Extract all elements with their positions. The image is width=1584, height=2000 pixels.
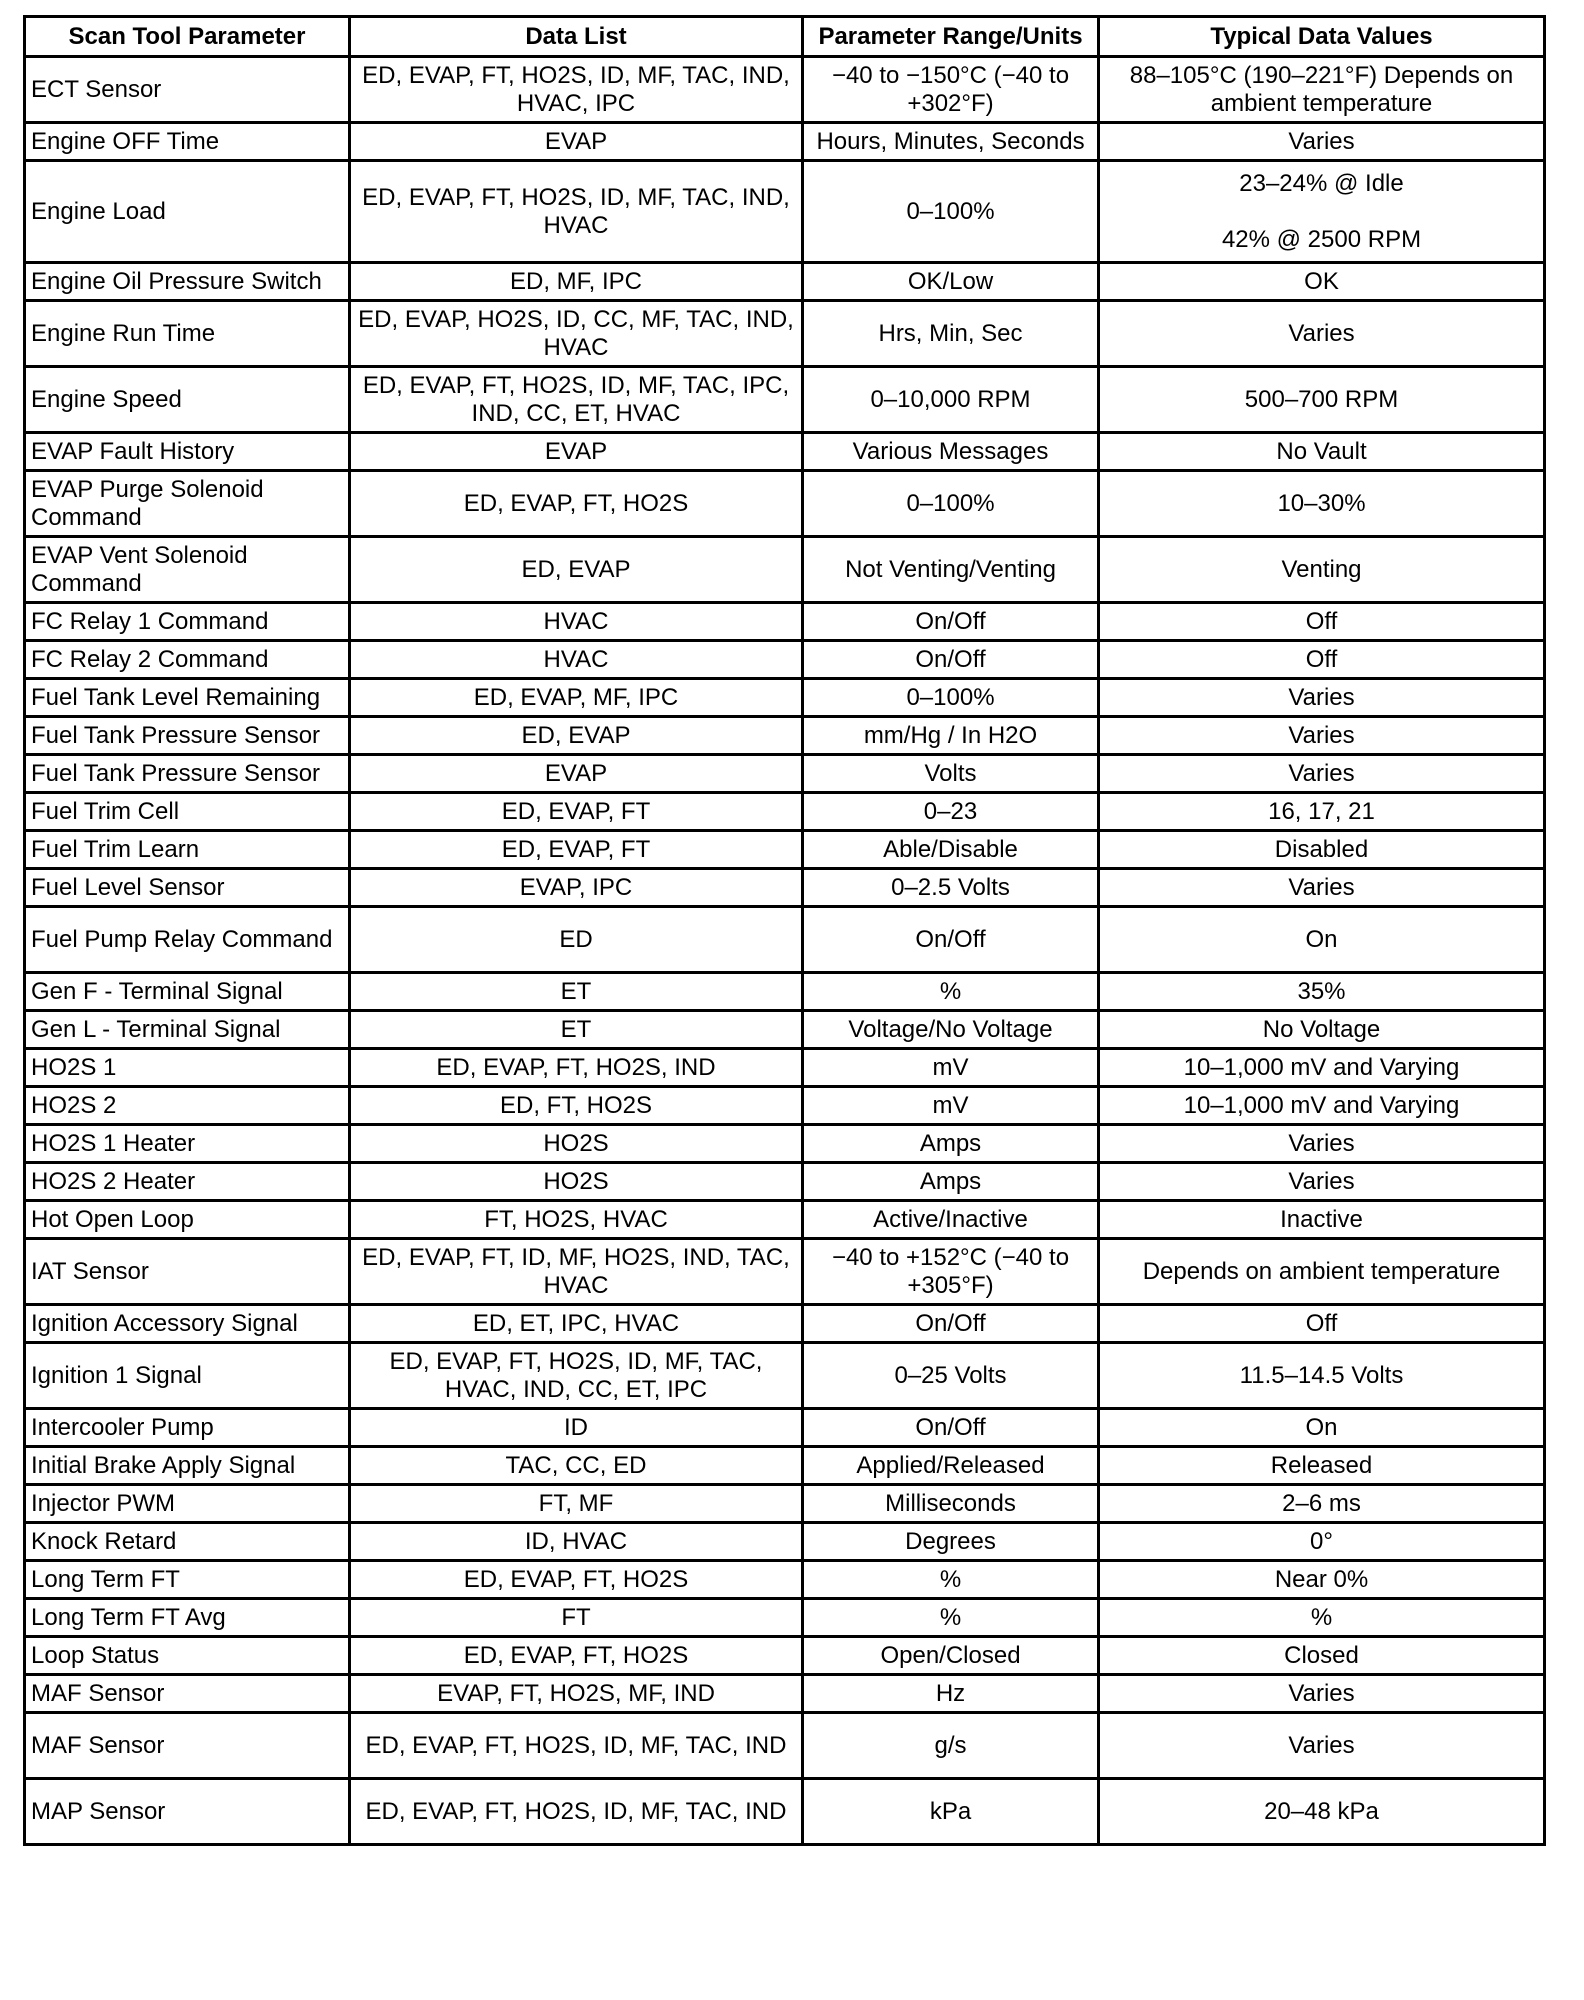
range-units-cell: On/Off — [803, 603, 1099, 641]
data-list-cell: HVAC — [350, 603, 803, 641]
typical-value-line: OK — [1304, 267, 1339, 295]
table-row — [25, 973, 1545, 1011]
range-units-cell: Degrees — [803, 1523, 1099, 1561]
parameter-cell: Initial Brake Apply Signal — [25, 1447, 350, 1485]
range-units-cell: Amps — [803, 1125, 1099, 1163]
range-units-cell: 0–2.5 Volts — [803, 869, 1099, 907]
range-units-cell: Active/Inactive — [803, 1201, 1099, 1239]
parameter-cell: Gen F - Terminal Signal — [25, 973, 350, 1011]
range-units-cell: −40 to −150°C (−40 to +302°F) — [803, 57, 1099, 123]
range-units-cell: g/s — [803, 1713, 1099, 1779]
parameter-cell: HO2S 1 Heater — [25, 1125, 350, 1163]
typical-value-line: No Vault — [1276, 437, 1367, 465]
typical-value-line: Released — [1270, 1451, 1373, 1479]
data-list-cell: ED, EVAP, FT, HO2S, ID, MF, TAC, IND, HVAC — [350, 161, 803, 263]
table-row — [25, 1305, 1545, 1343]
typical-value-cell — [1099, 123, 1545, 161]
data-list-cell: ED, EVAP, FT, HO2S, ID, MF, TAC, HVAC, IND, CC, ET, IPC — [350, 1343, 803, 1409]
table-row — [25, 1125, 1545, 1163]
range-units-cell: % — [803, 973, 1099, 1011]
typical-value-line: 10–1,000 mV and Varying — [1183, 1053, 1460, 1081]
typical-value-cell — [1099, 869, 1545, 907]
table-row — [25, 161, 1545, 263]
typical-value-cell — [1099, 161, 1545, 263]
typical-value-cell — [1099, 641, 1545, 679]
parameter-cell: IAT Sensor — [25, 1239, 350, 1305]
typical-value-cell — [1099, 1343, 1545, 1409]
range-units-cell: 0–100% — [803, 471, 1099, 537]
range-units-cell: Applied/Released — [803, 1447, 1099, 1485]
data-list-cell: ED — [350, 907, 803, 973]
data-list-cell: FT, HO2S, HVAC — [350, 1201, 803, 1239]
data-list-cell: ID — [350, 1409, 803, 1447]
range-units-cell: Open/Closed — [803, 1637, 1099, 1675]
typical-value-line: Varies — [1288, 1679, 1355, 1707]
range-units-cell: % — [803, 1561, 1099, 1599]
range-units-cell: −40 to +152°C (−40 to +305°F) — [803, 1239, 1099, 1305]
typical-value-line: Varies — [1288, 127, 1355, 155]
data-list-cell: ET — [350, 973, 803, 1011]
data-list-cell: TAC, CC, ED — [350, 1447, 803, 1485]
typical-value-line: 42% @ 2500 RPM — [1221, 225, 1422, 253]
data-list-cell: EVAP — [350, 755, 803, 793]
parameter-cell: HO2S 1 — [25, 1049, 350, 1087]
range-units-cell: kPa — [803, 1779, 1099, 1845]
range-units-cell: Amps — [803, 1163, 1099, 1201]
data-list-cell: ED, EVAP, FT, HO2S, ID, MF, TAC, IND, HVAC, IPC — [350, 57, 803, 123]
range-units-cell: 0–10,000 RPM — [803, 367, 1099, 433]
parameter-cell: EVAP Fault History — [25, 433, 350, 471]
typical-value-cell — [1099, 263, 1545, 301]
table-row — [25, 1713, 1545, 1779]
range-units-cell: mV — [803, 1049, 1099, 1087]
typical-value-cell — [1099, 603, 1545, 641]
data-list-cell: HO2S — [350, 1163, 803, 1201]
parameter-cell: Loop Status — [25, 1637, 350, 1675]
table-row — [25, 123, 1545, 161]
data-list-cell: EVAP, FT, HO2S, MF, IND — [350, 1675, 803, 1713]
data-list-cell: EVAP — [350, 433, 803, 471]
typical-value-line: Varies — [1288, 1731, 1355, 1759]
parameter-cell: MAF Sensor — [25, 1675, 350, 1713]
range-units-cell: 0–100% — [803, 679, 1099, 717]
range-units-cell: 0–25 Volts — [803, 1343, 1099, 1409]
range-units-cell: Able/Disable — [803, 831, 1099, 869]
table-row — [25, 301, 1545, 367]
data-list-cell: ED, EVAP, FT, HO2S, IND — [350, 1049, 803, 1087]
typical-value-line: Off — [1305, 1309, 1338, 1337]
typical-value-cell — [1099, 1637, 1545, 1675]
parameter-cell: Engine Speed — [25, 367, 350, 433]
data-list-cell: ED, EVAP, FT, HO2S, ID, MF, TAC, IND — [350, 1779, 803, 1845]
typical-value-cell — [1099, 1485, 1545, 1523]
typical-value-cell — [1099, 755, 1545, 793]
table-row — [25, 471, 1545, 537]
parameter-cell: Engine OFF Time — [25, 123, 350, 161]
parameter-cell: Knock Retard — [25, 1523, 350, 1561]
typical-value-line: 0° — [1310, 1527, 1333, 1555]
data-list-cell: ED, EVAP, FT — [350, 793, 803, 831]
table-row — [25, 1239, 1545, 1305]
typical-value-cell — [1099, 471, 1545, 537]
parameter-cell: HO2S 2 Heater — [25, 1163, 350, 1201]
range-units-cell: Voltage/No Voltage — [803, 1011, 1099, 1049]
typical-value-line: 35% — [1297, 977, 1346, 1005]
parameter-cell: Long Term FT — [25, 1561, 350, 1599]
header-row — [25, 17, 1545, 57]
typical-value-cell — [1099, 1779, 1545, 1845]
typical-value-cell — [1099, 1523, 1545, 1561]
typical-value-line: 11.5–14.5 Volts — [1239, 1361, 1404, 1389]
typical-value-cell — [1099, 1201, 1545, 1239]
typical-value-cell — [1099, 1239, 1545, 1305]
table-row — [25, 1523, 1545, 1561]
typical-value-line: % — [1310, 1603, 1333, 1631]
range-units-cell: Volts — [803, 755, 1099, 793]
table-row — [25, 1675, 1545, 1713]
data-list-cell: ED, EVAP, HO2S, ID, CC, MF, TAC, IND, HVAC — [350, 301, 803, 367]
typical-value-line: Varies — [1288, 721, 1355, 749]
typical-value-line: 2–6 ms — [1282, 1489, 1361, 1517]
typical-value-cell — [1099, 367, 1545, 433]
typical-value-cell — [1099, 433, 1545, 471]
typical-value-cell — [1099, 1163, 1545, 1201]
parameter-cell: MAF Sensor — [25, 1713, 350, 1779]
typical-value-cell — [1099, 537, 1545, 603]
table-row — [25, 1049, 1545, 1087]
typical-value-line: On — [1305, 1413, 1338, 1441]
header-parameter-range-units: Parameter Range/Units — [803, 17, 1099, 57]
scan-tool-data-table — [23, 15, 1546, 1846]
typical-value-line: Varies — [1288, 1167, 1355, 1195]
table-row — [25, 1163, 1545, 1201]
parameter-cell: Engine Load — [25, 161, 350, 263]
parameter-cell: Fuel Pump Relay Command — [25, 907, 350, 973]
table-row — [25, 367, 1545, 433]
parameter-cell: Injector PWM — [25, 1485, 350, 1523]
table-header — [25, 17, 1545, 57]
parameter-cell: MAP Sensor — [25, 1779, 350, 1845]
range-units-cell: On/Off — [803, 1305, 1099, 1343]
table-row — [25, 907, 1545, 973]
table-row — [25, 1011, 1545, 1049]
table-row — [25, 1779, 1545, 1845]
data-list-cell: ED, EVAP, FT, HO2S — [350, 1561, 803, 1599]
typical-value-line: 10–30% — [1277, 489, 1366, 517]
typical-value-line: 23–24% @ Idle — [1239, 169, 1404, 197]
parameter-cell: Hot Open Loop — [25, 1201, 350, 1239]
parameter-cell: Fuel Tank Pressure Sensor — [25, 717, 350, 755]
range-units-cell: Milliseconds — [803, 1485, 1099, 1523]
parameter-cell: Engine Run Time — [25, 301, 350, 367]
typical-value-line: No Voltage — [1262, 1015, 1381, 1043]
typical-value-cell — [1099, 301, 1545, 367]
parameter-cell: Gen L - Terminal Signal — [25, 1011, 350, 1049]
typical-value-line: On — [1305, 925, 1338, 953]
typical-value-line: Varies — [1288, 319, 1355, 347]
table-row — [25, 869, 1545, 907]
data-list-cell: EVAP — [350, 123, 803, 161]
typical-value-line: Venting — [1281, 555, 1362, 583]
range-units-cell: On/Off — [803, 1409, 1099, 1447]
range-units-cell: % — [803, 1599, 1099, 1637]
data-list-cell: ED, EVAP, FT, HO2S — [350, 1637, 803, 1675]
table-row — [25, 603, 1545, 641]
parameter-cell: Engine Oil Pressure Switch — [25, 263, 350, 301]
table-row — [25, 433, 1545, 471]
data-list-cell: ED, MF, IPC — [350, 263, 803, 301]
typical-value-cell — [1099, 1675, 1545, 1713]
data-list-cell: ET — [350, 1011, 803, 1049]
parameter-cell: Ignition 1 Signal — [25, 1343, 350, 1409]
range-units-cell: mm/Hg / In H2O — [803, 717, 1099, 755]
typical-value-line: Off — [1305, 645, 1338, 673]
typical-value-cell — [1099, 831, 1545, 869]
parameter-cell: Fuel Tank Level Remaining — [25, 679, 350, 717]
typical-value-cell — [1099, 1125, 1545, 1163]
data-list-cell: ED, EVAP, MF, IPC — [350, 679, 803, 717]
data-list-cell: ED, EVAP, FT — [350, 831, 803, 869]
table-row — [25, 755, 1545, 793]
table-row — [25, 831, 1545, 869]
typical-value-line: Inactive — [1280, 1205, 1363, 1233]
typical-value-line: Disabled — [1274, 835, 1369, 863]
data-list-cell: HVAC — [350, 641, 803, 679]
parameter-cell: FC Relay 2 Command — [25, 641, 350, 679]
header-scan-tool-parameter: Scan Tool Parameter — [25, 17, 350, 57]
typical-value-line: Varies — [1288, 873, 1355, 901]
typical-value-cell — [1099, 793, 1545, 831]
parameter-cell: Fuel Tank Pressure Sensor — [25, 755, 350, 793]
typical-value-cell — [1099, 1561, 1545, 1599]
typical-value-cell — [1099, 1409, 1545, 1447]
table-row — [25, 57, 1545, 123]
table-row — [25, 641, 1545, 679]
scan-tool-data-sheet — [23, 15, 1543, 1846]
table-row — [25, 679, 1545, 717]
header-data-list: Data List — [350, 17, 803, 57]
typical-value-cell — [1099, 1305, 1545, 1343]
parameter-cell: ECT Sensor — [25, 57, 350, 123]
range-units-cell: Not Venting/Venting — [803, 537, 1099, 603]
data-list-cell: ED, FT, HO2S — [350, 1087, 803, 1125]
parameter-cell: EVAP Purge Solenoid Command — [25, 471, 350, 537]
typical-value-cell — [1099, 1049, 1545, 1087]
typical-value-cell — [1099, 1447, 1545, 1485]
typical-value-cell — [1099, 973, 1545, 1011]
typical-value-cell — [1099, 907, 1545, 973]
typical-value-cell — [1099, 717, 1545, 755]
typical-value-line: Varies — [1288, 683, 1355, 711]
table-row — [25, 1485, 1545, 1523]
parameter-cell: Ignition Accessory Signal — [25, 1305, 350, 1343]
typical-value-line: 10–1,000 mV and Varying — [1183, 1091, 1460, 1119]
parameter-cell: Long Term FT Avg — [25, 1599, 350, 1637]
range-units-cell: On/Off — [803, 641, 1099, 679]
range-units-cell: Hrs, Min, Sec — [803, 301, 1099, 367]
data-list-cell: ED, EVAP — [350, 717, 803, 755]
data-list-cell: ED, EVAP, FT, HO2S, ID, MF, TAC, IPC, IND, CC, ET, HVAC — [350, 367, 803, 433]
typical-value-line: Near 0% — [1274, 1565, 1369, 1593]
header-typical-data-values: Typical Data Values — [1099, 17, 1545, 57]
typical-value-line: 20–48 kPa — [1264, 1797, 1379, 1825]
data-list-cell: ED, EVAP, FT, ID, MF, HO2S, IND, TAC, HVAC — [350, 1239, 803, 1305]
parameter-cell: Intercooler Pump — [25, 1409, 350, 1447]
typical-value-line: 500–700 RPM — [1244, 385, 1399, 413]
typical-value-line: Depends on ambient temperature — [1142, 1257, 1501, 1285]
typical-value-cell — [1099, 1713, 1545, 1779]
typical-value-line: 16, 17, 21 — [1268, 797, 1375, 825]
table-row — [25, 1201, 1545, 1239]
table-row — [25, 717, 1545, 755]
table-row — [25, 1087, 1545, 1125]
typical-value-line: 88–105°C (190–221°F) Depends on ambient temperature — [1129, 61, 1514, 117]
typical-value-line: Varies — [1288, 759, 1355, 787]
table-row — [25, 1343, 1545, 1409]
table-row — [25, 1637, 1545, 1675]
line-gap — [1106, 198, 1537, 226]
table-row — [25, 1447, 1545, 1485]
typical-value-cell — [1099, 57, 1545, 123]
table-row — [25, 263, 1545, 301]
range-units-cell: OK/Low — [803, 263, 1099, 301]
typical-value-cell — [1099, 1087, 1545, 1125]
table-row — [25, 1599, 1545, 1637]
table-row — [25, 1561, 1545, 1599]
range-units-cell: Hz — [803, 1675, 1099, 1713]
parameter-cell: EVAP Vent Solenoid Command — [25, 537, 350, 603]
data-list-cell: HO2S — [350, 1125, 803, 1163]
data-list-cell: ED, ET, IPC, HVAC — [350, 1305, 803, 1343]
parameter-cell: HO2S 2 — [25, 1087, 350, 1125]
data-list-cell: FT — [350, 1599, 803, 1637]
data-list-cell: ID, HVAC — [350, 1523, 803, 1561]
table-row — [25, 537, 1545, 603]
table-body — [25, 57, 1545, 1845]
parameter-cell: Fuel Trim Cell — [25, 793, 350, 831]
typical-value-line: Closed — [1284, 1641, 1359, 1669]
range-units-cell: mV — [803, 1087, 1099, 1125]
parameter-cell: Fuel Trim Learn — [25, 831, 350, 869]
range-units-cell: 0–23 — [803, 793, 1099, 831]
range-units-cell: 0–100% — [803, 161, 1099, 263]
typical-value-line: Off — [1305, 607, 1338, 635]
data-list-cell: FT, MF — [350, 1485, 803, 1523]
range-units-cell: On/Off — [803, 907, 1099, 973]
typical-value-cell — [1099, 1599, 1545, 1637]
data-list-cell: ED, EVAP, FT, HO2S, ID, MF, TAC, IND — [350, 1713, 803, 1779]
typical-value-cell — [1099, 679, 1545, 717]
table-row — [25, 1409, 1545, 1447]
table-row — [25, 793, 1545, 831]
range-units-cell: Hours, Minutes, Seconds — [803, 123, 1099, 161]
parameter-cell: Fuel Level Sensor — [25, 869, 350, 907]
range-units-cell: Various Messages — [803, 433, 1099, 471]
typical-value-line: Varies — [1288, 1129, 1355, 1157]
data-list-cell: ED, EVAP, FT, HO2S — [350, 471, 803, 537]
data-list-cell: ED, EVAP — [350, 537, 803, 603]
parameter-cell: FC Relay 1 Command — [25, 603, 350, 641]
data-list-cell: EVAP, IPC — [350, 869, 803, 907]
typical-value-cell — [1099, 1011, 1545, 1049]
